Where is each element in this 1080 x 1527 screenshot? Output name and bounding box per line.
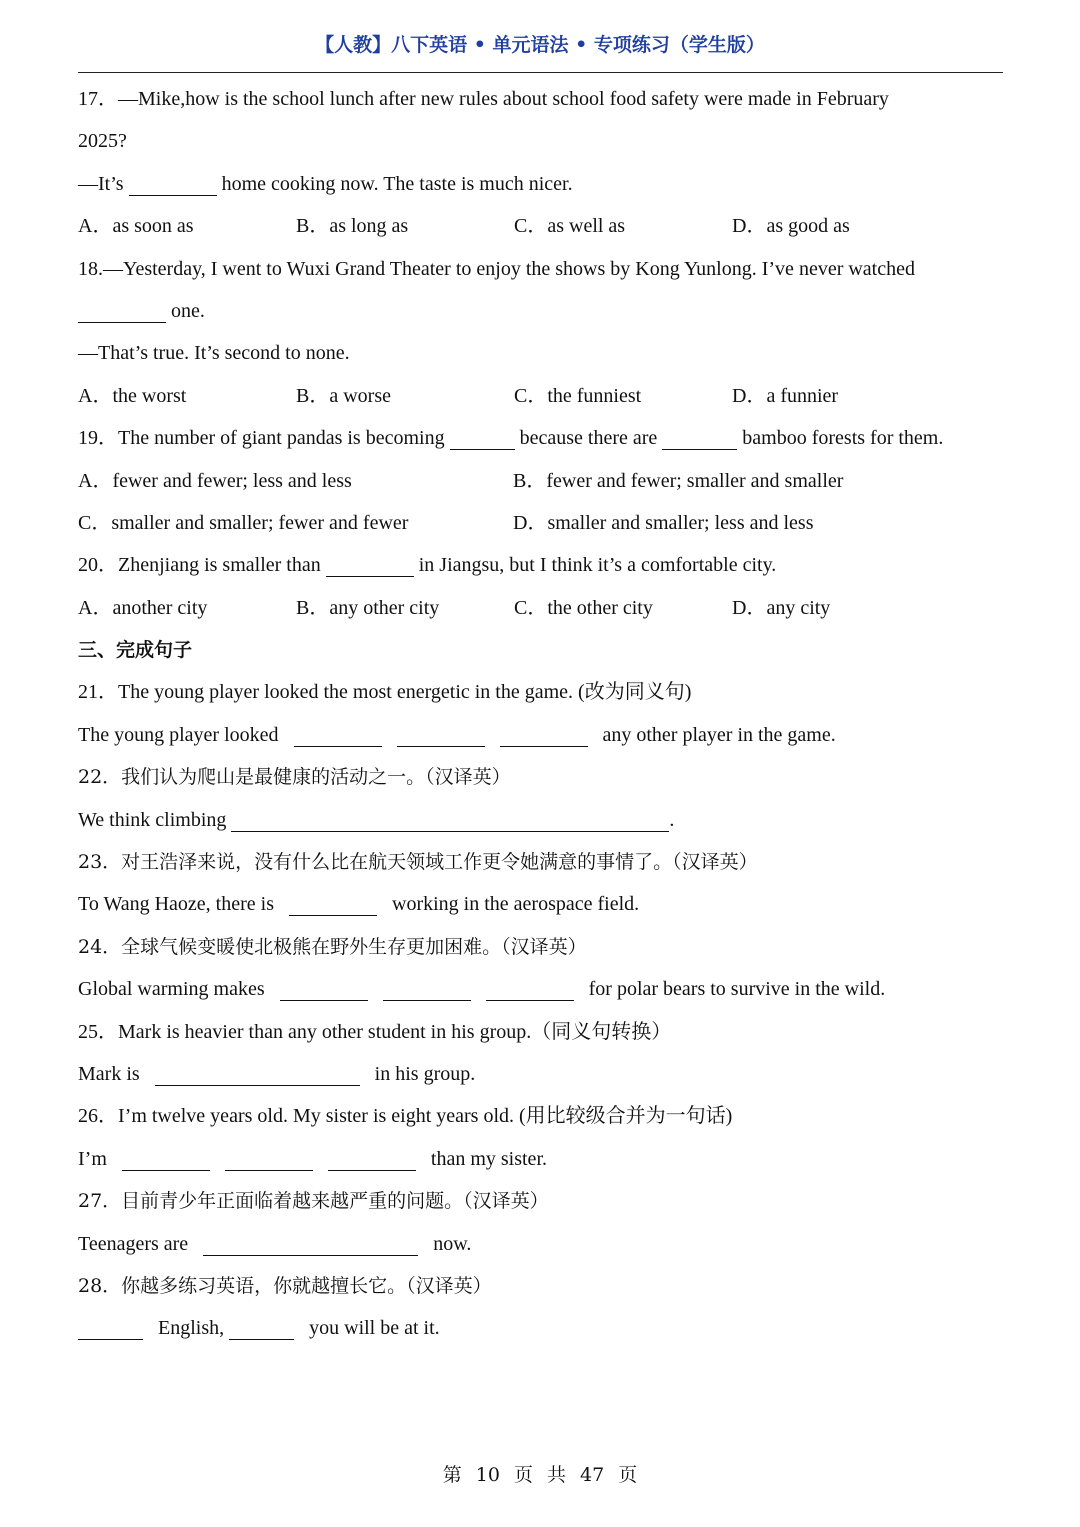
page-number: 第 10 页 共 47 页 [442, 1464, 638, 1486]
answer-blank[interactable] [450, 425, 515, 450]
option-a[interactable]: A．the worst [78, 384, 187, 407]
answer-blank[interactable] [231, 807, 669, 832]
question-28-stem: 28．你越多练习英语，你就越擅长它。（汉译英） [78, 1274, 492, 1297]
option-b[interactable]: B．a worse [296, 384, 391, 407]
question-22-stem: 22．我们认为爬山是最健康的活动之一。（汉译英） [78, 766, 511, 789]
text: now. [433, 1232, 472, 1255]
option-c[interactable]: C．the funniest [514, 384, 642, 407]
text: English, [158, 1317, 225, 1340]
text: We think climbing [78, 808, 227, 831]
answer-blank[interactable] [229, 1315, 294, 1340]
option-d[interactable]: D．any city [732, 596, 831, 619]
option-c[interactable]: C．smaller and smaller; fewer and fewer [78, 511, 409, 534]
option-a[interactable]: A．another city [78, 596, 208, 619]
text: in his group. [374, 1062, 476, 1085]
question-23-stem: 23．对王浩泽来说，没有什么比在航天领域工作更令她满意的事情了。（汉译英） [78, 851, 758, 874]
question-21-answer [78, 714, 1013, 756]
document-header: 【人教】八下英语 • 单元语法 • 专项练习（学生版） [315, 34, 765, 56]
text: because there are [519, 427, 658, 450]
text: 20．Zhenjiang is smaller than [78, 554, 321, 577]
option-b[interactable]: B．any other city [296, 596, 440, 619]
option-b[interactable]: B．fewer and fewer; smaller and smaller [513, 469, 844, 492]
option-d[interactable]: D．a funnier [732, 384, 839, 407]
text: . [669, 808, 675, 831]
answer-blank[interactable] [500, 722, 588, 747]
question-26-stem: 26．I’m twelve years old. My sister is eight years old. (用比较级合并为一句话) [78, 1105, 733, 1128]
question-21-stem: 21．The young player looked the most energetic in the game. (改为同义句) [78, 681, 692, 704]
answer-blank[interactable] [122, 1146, 210, 1171]
option-d[interactable]: D．smaller and smaller; less and less [513, 511, 814, 534]
answer-blank[interactable] [289, 891, 377, 916]
header-divider [78, 72, 1003, 73]
answer-blank[interactable] [397, 722, 485, 747]
answer-blank[interactable] [328, 1146, 416, 1171]
answer-blank[interactable] [326, 552, 414, 577]
text: in Jiangsu, but I think it’s a comfortable city. [418, 554, 777, 577]
option-c[interactable]: C．as well as [514, 215, 626, 238]
question-19-stem [78, 417, 1013, 459]
text: To Wang Haoze, there is [78, 893, 274, 916]
question-19-options-row1 [78, 460, 1013, 502]
text: any other player in the game. [602, 723, 836, 746]
question-17-stem: 17．—Mike,how is the school lunch after new rules about school food safety were made in February [78, 88, 889, 110]
text: The young player looked [78, 723, 279, 746]
question-28-answer [78, 1307, 1013, 1349]
text: I’m [78, 1147, 107, 1170]
option-b[interactable]: B．as long as [296, 215, 409, 238]
question-23-answer [78, 883, 1013, 925]
answer-blank[interactable] [78, 298, 166, 323]
option-a[interactable]: A．fewer and fewer; less and less [78, 469, 352, 492]
text: 19．The number of giant pandas is becoming [78, 427, 445, 450]
question-18-reply: —That’s true. It’s second to none. [78, 342, 350, 365]
question-18-options [78, 375, 1013, 417]
question-19-options-row2 [78, 502, 1013, 544]
text: one. [171, 299, 205, 322]
question-22-answer [78, 799, 1013, 841]
question-18-stem-cont [78, 290, 1013, 332]
document-body [78, 78, 1013, 1350]
question-17-stem-cont: 2025? [78, 130, 127, 153]
option-c[interactable]: C．the other city [514, 596, 653, 619]
question-27-answer [78, 1223, 1013, 1265]
question-17-dialog [78, 163, 1013, 205]
question-26-answer [78, 1138, 1013, 1180]
text: working in the aerospace field. [392, 893, 640, 916]
answer-blank[interactable] [203, 1231, 418, 1256]
text: bamboo forests for them. [742, 427, 944, 450]
question-24-stem: 24．全球气候变暖使北极熊在野外生存更加困难。（汉译英） [78, 935, 587, 958]
answer-blank[interactable] [486, 976, 574, 1001]
answer-blank[interactable] [662, 425, 737, 450]
text: home cooking now. The taste is much nicer. [221, 172, 573, 195]
text: for polar bears to survive in the wild. [588, 978, 886, 1001]
question-20-stem [78, 544, 1013, 586]
question-25-stem: 25．Mark is heavier than any other student in his group.（同义句转换） [78, 1020, 672, 1043]
question-25-answer [78, 1053, 1013, 1095]
text: than my sister. [430, 1147, 547, 1170]
question-24-answer [78, 968, 1013, 1010]
question-17-options [78, 205, 1013, 247]
text: Mark is [78, 1062, 140, 1085]
text: Teenagers are [78, 1232, 189, 1255]
text: —It’s [78, 172, 124, 195]
answer-blank[interactable] [225, 1146, 313, 1171]
text: you will be at it. [309, 1317, 440, 1340]
question-27-stem: 27．目前青少年正面临着越来越严重的问题。（汉译英） [78, 1190, 549, 1213]
answer-blank[interactable] [155, 1061, 360, 1086]
answer-blank[interactable] [78, 1315, 143, 1340]
question-18-stem: 18.—Yesterday, I went to Wuxi Grand Theater to enjoy the shows by Kong Yunlong. I’ve never watched [78, 257, 915, 280]
answer-blank[interactable] [280, 976, 368, 1001]
section-heading: 三、完成句子 [78, 639, 193, 662]
answer-blank[interactable] [383, 976, 471, 1001]
answer-blank[interactable] [294, 722, 382, 747]
option-d[interactable]: D．as good as [732, 215, 850, 238]
text: Global warming makes [78, 978, 265, 1001]
answer-blank[interactable] [129, 171, 217, 196]
question-20-options [78, 587, 1013, 629]
option-a[interactable]: A．as soon as [78, 215, 194, 238]
